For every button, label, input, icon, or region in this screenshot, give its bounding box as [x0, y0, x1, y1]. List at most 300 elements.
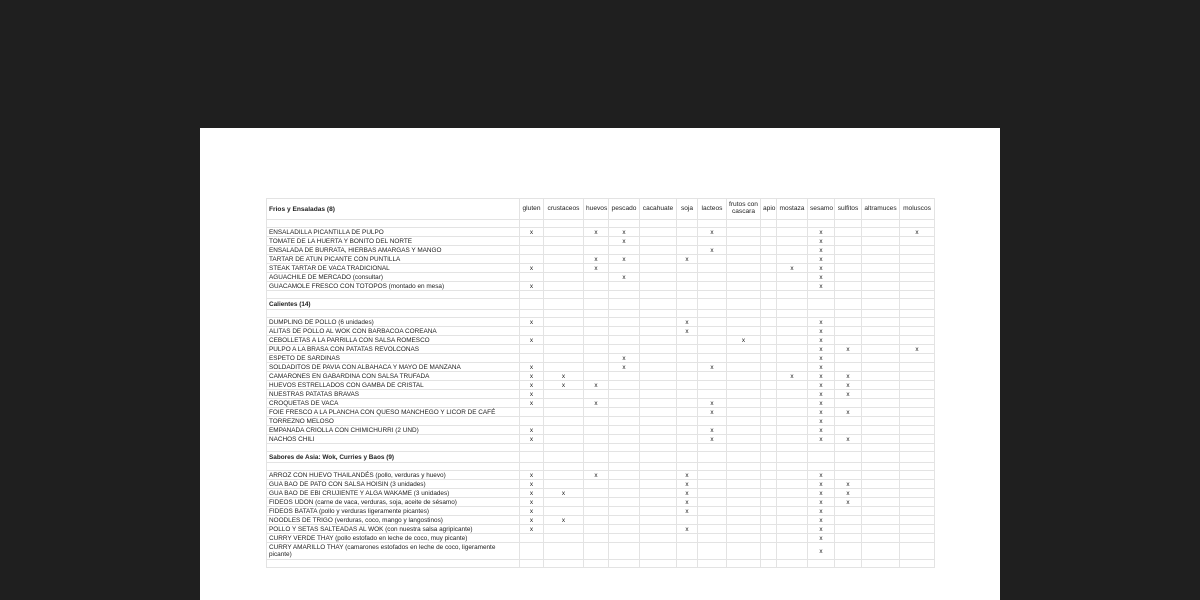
header-row: [267, 199, 935, 220]
allergen-mark: [727, 435, 761, 444]
allergen-mark: [835, 426, 862, 435]
empty-cell: [727, 444, 761, 452]
empty-cell: [777, 452, 808, 463]
allergen-mark: [727, 318, 761, 327]
allergen-mark: [544, 327, 584, 336]
allergen-mark: [835, 246, 862, 255]
empty-cell: [544, 310, 584, 318]
allergen-mark: [900, 480, 935, 489]
allergen-mark: [677, 516, 698, 525]
allergen-mark: [761, 327, 777, 336]
allergen-mark: [544, 237, 584, 246]
allergen-mark: x: [609, 354, 640, 363]
column-header: gluten: [520, 199, 544, 220]
allergen-mark: x: [520, 282, 544, 291]
allergen-mark: [640, 354, 677, 363]
allergen-mark: [862, 399, 900, 408]
allergen-mark: [862, 390, 900, 399]
allergen-mark: [761, 408, 777, 417]
allergen-mark: [835, 507, 862, 516]
empty-cell: [808, 220, 835, 228]
allergen-mark: [835, 363, 862, 372]
empty-cell: [609, 299, 640, 310]
allergen-mark: [835, 264, 862, 273]
table-row: [267, 543, 935, 560]
allergen-mark: [698, 264, 727, 273]
empty-cell: [777, 463, 808, 471]
allergen-mark: [900, 471, 935, 480]
allergen-mark: [544, 390, 584, 399]
allergen-mark: [640, 381, 677, 390]
allergen-mark: [544, 345, 584, 354]
spacer-row: [267, 463, 935, 471]
allergen-mark: [640, 516, 677, 525]
empty-cell: [677, 299, 698, 310]
allergen-mark: [761, 336, 777, 345]
empty-cell: [835, 220, 862, 228]
allergen-mark: [761, 381, 777, 390]
column-header: apio: [761, 199, 777, 220]
allergen-mark: [584, 489, 609, 498]
allergen-mark: [677, 399, 698, 408]
allergen-mark: [835, 534, 862, 543]
allergen-mark: x: [808, 318, 835, 327]
allergen-mark: [698, 255, 727, 264]
allergen-mark: [544, 282, 584, 291]
allergen-mark: [609, 489, 640, 498]
dish-name: AGUACHILE DE MERCADO (consultar): [267, 273, 520, 282]
allergen-mark: [677, 273, 698, 282]
empty-cell: [640, 452, 677, 463]
empty-cell: [808, 444, 835, 452]
allergen-mark: [609, 471, 640, 480]
dish-name: TARTAR DE ATUN PICANTE CON PUNTILLA: [267, 255, 520, 264]
allergen-mark: [640, 543, 677, 560]
allergen-mark: [520, 408, 544, 417]
allergen-mark: [727, 489, 761, 498]
allergen-mark: [761, 543, 777, 560]
allergen-mark: [640, 489, 677, 498]
empty-cell: [862, 463, 900, 471]
allergen-mark: [761, 534, 777, 543]
empty-cell: [640, 220, 677, 228]
column-header: altramuces: [862, 199, 900, 220]
allergen-mark: [584, 354, 609, 363]
dish-name: HUEVOS ESTRELLADOS CON GAMBA DE CRISTAL: [267, 381, 520, 390]
allergen-mark: [640, 228, 677, 237]
allergen-mark: [584, 498, 609, 507]
empty-cell: [544, 299, 584, 310]
table-row: [267, 264, 935, 273]
allergen-mark: [835, 255, 862, 264]
allergen-mark: [777, 507, 808, 516]
allergen-mark: x: [520, 471, 544, 480]
allergen-mark: [584, 336, 609, 345]
allergen-mark: [544, 435, 584, 444]
empty-cell: [900, 463, 935, 471]
empty-cell: [640, 310, 677, 318]
section-row: [267, 452, 935, 463]
empty-cell: [677, 463, 698, 471]
empty-cell: [761, 220, 777, 228]
allergen-mark: [640, 282, 677, 291]
empty-cell: [640, 291, 677, 299]
allergen-mark: [777, 471, 808, 480]
dish-name: FOIE FRESCO A LA PLANCHA CON QUESO MANCHEGO Y LICOR DE CAFÉ: [267, 408, 520, 417]
empty-cell: [520, 463, 544, 471]
empty-cell: [544, 463, 584, 471]
allergen-mark: [900, 489, 935, 498]
allergen-mark: [727, 525, 761, 534]
allergen-mark: [698, 516, 727, 525]
allergen-mark: [727, 543, 761, 560]
empty-cell: [609, 220, 640, 228]
empty-cell: [835, 310, 862, 318]
allergen-mark: [761, 363, 777, 372]
empty-cell: [544, 220, 584, 228]
empty-cell: [808, 463, 835, 471]
allergen-mark: [584, 318, 609, 327]
allergen-mark: [862, 408, 900, 417]
allergen-mark: x: [520, 426, 544, 435]
allergen-mark: x: [808, 381, 835, 390]
allergen-mark: [900, 327, 935, 336]
allergen-mark: [677, 237, 698, 246]
allergen-mark: x: [835, 435, 862, 444]
allergen-mark: [677, 543, 698, 560]
allergen-mark: [900, 237, 935, 246]
allergen-mark: [640, 534, 677, 543]
empty-cell: [584, 452, 609, 463]
table-row: [267, 372, 935, 381]
allergen-mark: x: [520, 381, 544, 390]
allergen-mark: [761, 399, 777, 408]
empty-cell: [640, 560, 677, 568]
empty-cell: [900, 310, 935, 318]
allergen-mark: [544, 498, 584, 507]
allergen-mark: [698, 354, 727, 363]
allergen-mark: [677, 381, 698, 390]
allergen-mark: [609, 399, 640, 408]
allergen-mark: x: [677, 318, 698, 327]
column-header: soja: [677, 199, 698, 220]
table-row: [267, 255, 935, 264]
allergen-mark: [640, 345, 677, 354]
allergen-mark: x: [544, 489, 584, 498]
allergen-mark: [677, 390, 698, 399]
allergen-mark: [609, 543, 640, 560]
allergen-mark: [777, 354, 808, 363]
allergen-mark: x: [808, 498, 835, 507]
allergen-mark: [727, 255, 761, 264]
allergen-mark: [640, 525, 677, 534]
allergen-mark: [777, 498, 808, 507]
empty-cell: [777, 560, 808, 568]
allergen-mark: x: [584, 381, 609, 390]
allergen-mark: x: [677, 480, 698, 489]
allergen-mark: [862, 516, 900, 525]
empty-cell: [677, 452, 698, 463]
column-header: pescado: [609, 199, 640, 220]
empty-cell: [862, 452, 900, 463]
allergen-mark: [862, 534, 900, 543]
allergen-mark: [777, 228, 808, 237]
spacer-row: [267, 291, 935, 299]
allergen-mark: [640, 399, 677, 408]
allergen-mark: [727, 507, 761, 516]
allergen-mark: [640, 498, 677, 507]
allergen-mark: [584, 363, 609, 372]
allergen-mark: [584, 372, 609, 381]
allergen-mark: [544, 273, 584, 282]
allergen-mark: x: [777, 372, 808, 381]
empty-cell: [584, 291, 609, 299]
empty-cell: [677, 220, 698, 228]
allergen-mark: x: [698, 363, 727, 372]
allergen-mark: [862, 273, 900, 282]
allergen-mark: [900, 390, 935, 399]
allergen-mark: [862, 426, 900, 435]
allergen-mark: [761, 417, 777, 426]
allergen-mark: [584, 282, 609, 291]
allergen-mark: x: [808, 372, 835, 381]
allergen-mark: x: [835, 480, 862, 489]
allergen-mark: [584, 480, 609, 489]
allergen-mark: [761, 489, 777, 498]
empty-cell: [698, 310, 727, 318]
allergen-mark: [900, 417, 935, 426]
empty-cell: [520, 444, 544, 452]
allergen-mark: [544, 354, 584, 363]
dish-name: DUMPLING DE POLLO (6 unidades): [267, 318, 520, 327]
allergen-mark: [777, 363, 808, 372]
empty-cell: [900, 220, 935, 228]
allergen-mark: x: [808, 327, 835, 336]
allergen-mark: x: [584, 399, 609, 408]
dish-name: POLLO Y SETAS SALTEADAS AL WOK (con nuestra salsa agripicante): [267, 525, 520, 534]
allergen-mark: x: [520, 525, 544, 534]
allergen-mark: [609, 318, 640, 327]
allergen-mark: x: [808, 471, 835, 480]
column-header: sesamo: [808, 199, 835, 220]
allergen-mark: [777, 516, 808, 525]
allergen-mark: [677, 426, 698, 435]
empty-cell: [862, 291, 900, 299]
dish-name: PULPO A LA BRASA CON PATATAS REVOLCONAS: [267, 345, 520, 354]
empty-cell: [677, 291, 698, 299]
allergen-mark: [777, 480, 808, 489]
allergen-mark: x: [727, 336, 761, 345]
allergen-mark: [640, 507, 677, 516]
spacer-row: [267, 444, 935, 452]
empty-cell: [267, 220, 520, 228]
allergen-mark: [777, 417, 808, 426]
allergen-mark: [862, 417, 900, 426]
allergen-mark: x: [584, 255, 609, 264]
allergen-mark: [544, 399, 584, 408]
allergen-mark: x: [677, 489, 698, 498]
allergen-mark: [584, 246, 609, 255]
allergen-mark: [609, 282, 640, 291]
allergen-mark: [862, 498, 900, 507]
dish-name: GUACAMOLE FRESCO CON TOTOPOS (montado en mesa): [267, 282, 520, 291]
table-row: [267, 273, 935, 282]
allergen-mark: [900, 408, 935, 417]
allergen-mark: [777, 255, 808, 264]
allergen-mark: x: [520, 480, 544, 489]
allergen-mark: x: [520, 318, 544, 327]
allergen-mark: [609, 426, 640, 435]
table-row: [267, 381, 935, 390]
allergen-mark: [900, 354, 935, 363]
allergen-mark: [609, 525, 640, 534]
allergen-mark: x: [808, 399, 835, 408]
allergen-mark: x: [835, 345, 862, 354]
allergen-mark: [727, 471, 761, 480]
empty-cell: [808, 560, 835, 568]
allergen-mark: [609, 417, 640, 426]
allergen-mark: [698, 318, 727, 327]
empty-cell: [777, 444, 808, 452]
allergen-mark: [761, 345, 777, 354]
allergen-mark: [900, 318, 935, 327]
allergen-mark: [640, 480, 677, 489]
allergen-mark: [777, 318, 808, 327]
dish-name: ESPETO DE SARDINAS: [267, 354, 520, 363]
allergen-mark: [609, 390, 640, 399]
allergen-mark: x: [808, 480, 835, 489]
allergen-mark: [584, 327, 609, 336]
dish-name: ARROZ CON HUEVO THAILANDÉS (pollo, verduras y huevo): [267, 471, 520, 480]
dish-name: FIDEOS UDON (carne de vaca, verduras, soja, aceite de sésamo): [267, 498, 520, 507]
column-header: mostaza: [777, 199, 808, 220]
allergen-mark: [761, 273, 777, 282]
allergen-mark: [777, 345, 808, 354]
allergen-table: [266, 198, 935, 568]
allergen-mark: [640, 273, 677, 282]
allergen-mark: [900, 399, 935, 408]
dish-name: TORREZNO MELOSO: [267, 417, 520, 426]
allergen-mark: x: [698, 228, 727, 237]
allergen-mark: [520, 327, 544, 336]
empty-cell: [584, 220, 609, 228]
allergen-mark: [609, 327, 640, 336]
allergen-mark: [698, 327, 727, 336]
allergen-mark: [544, 471, 584, 480]
allergen-mark: [777, 399, 808, 408]
allergen-mark: [862, 363, 900, 372]
table-row: [267, 534, 935, 543]
allergen-mark: [584, 417, 609, 426]
allergen-mark: x: [900, 228, 935, 237]
empty-cell: [544, 560, 584, 568]
allergen-mark: [677, 354, 698, 363]
allergen-mark: [544, 318, 584, 327]
empty-cell: [698, 560, 727, 568]
empty-cell: [727, 452, 761, 463]
allergen-mark: [761, 246, 777, 255]
allergen-mark: [677, 534, 698, 543]
allergen-mark: [727, 381, 761, 390]
allergen-mark: [609, 246, 640, 255]
allergen-mark: [677, 408, 698, 417]
empty-cell: [862, 220, 900, 228]
allergen-mark: [727, 426, 761, 435]
empty-cell: [677, 560, 698, 568]
table-row: [267, 417, 935, 426]
allergen-mark: x: [835, 489, 862, 498]
allergen-mark: x: [520, 399, 544, 408]
allergen-mark: [777, 390, 808, 399]
allergen-mark: x: [520, 489, 544, 498]
allergen-mark: x: [808, 345, 835, 354]
allergen-mark: [640, 435, 677, 444]
allergen-mark: x: [808, 264, 835, 273]
dish-name: ENSALADILLA PICANTILLA DE PULPO: [267, 228, 520, 237]
table-row: [267, 507, 935, 516]
table-row: [267, 363, 935, 372]
empty-cell: [267, 463, 520, 471]
empty-cell: [835, 452, 862, 463]
allergen-mark: [900, 381, 935, 390]
allergen-mark: [727, 264, 761, 273]
allergen-mark: x: [698, 435, 727, 444]
allergen-mark: [609, 498, 640, 507]
allergen-mark: x: [520, 435, 544, 444]
allergen-mark: [835, 543, 862, 560]
allergen-mark: [544, 417, 584, 426]
dish-name: CEBOLLETAS A LA PARRILLA CON SALSA ROMESCO: [267, 336, 520, 345]
allergen-mark: x: [808, 534, 835, 543]
allergen-mark: [544, 507, 584, 516]
allergen-mark: x: [808, 246, 835, 255]
allergen-mark: [835, 282, 862, 291]
allergen-mark: [520, 534, 544, 543]
allergen-mark: x: [808, 417, 835, 426]
allergen-mark: [727, 408, 761, 417]
allergen-mark: x: [584, 264, 609, 273]
allergen-mark: [677, 435, 698, 444]
allergen-mark: [835, 318, 862, 327]
empty-cell: [640, 299, 677, 310]
allergen-mark: [698, 390, 727, 399]
allergen-mark: [640, 426, 677, 435]
dish-name: ALITAS DE POLLO AL WOK CON BARBACOA COREANA: [267, 327, 520, 336]
allergen-mark: [761, 354, 777, 363]
empty-cell: [698, 463, 727, 471]
allergen-mark: x: [677, 255, 698, 264]
allergen-mark: [584, 525, 609, 534]
allergen-mark: [698, 417, 727, 426]
allergen-mark: x: [520, 507, 544, 516]
column-header: moluscos: [900, 199, 935, 220]
allergen-mark: [727, 534, 761, 543]
allergen-mark: [727, 390, 761, 399]
allergen-mark: [584, 390, 609, 399]
empty-cell: [761, 291, 777, 299]
allergen-mark: x: [808, 228, 835, 237]
allergen-mark: [761, 390, 777, 399]
allergen-mark: [544, 408, 584, 417]
allergen-mark: [835, 399, 862, 408]
empty-cell: [835, 463, 862, 471]
allergen-mark: x: [808, 282, 835, 291]
empty-cell: [808, 452, 835, 463]
empty-cell: [900, 560, 935, 568]
table-row: [267, 525, 935, 534]
allergen-mark: [698, 282, 727, 291]
allergen-mark: [677, 228, 698, 237]
